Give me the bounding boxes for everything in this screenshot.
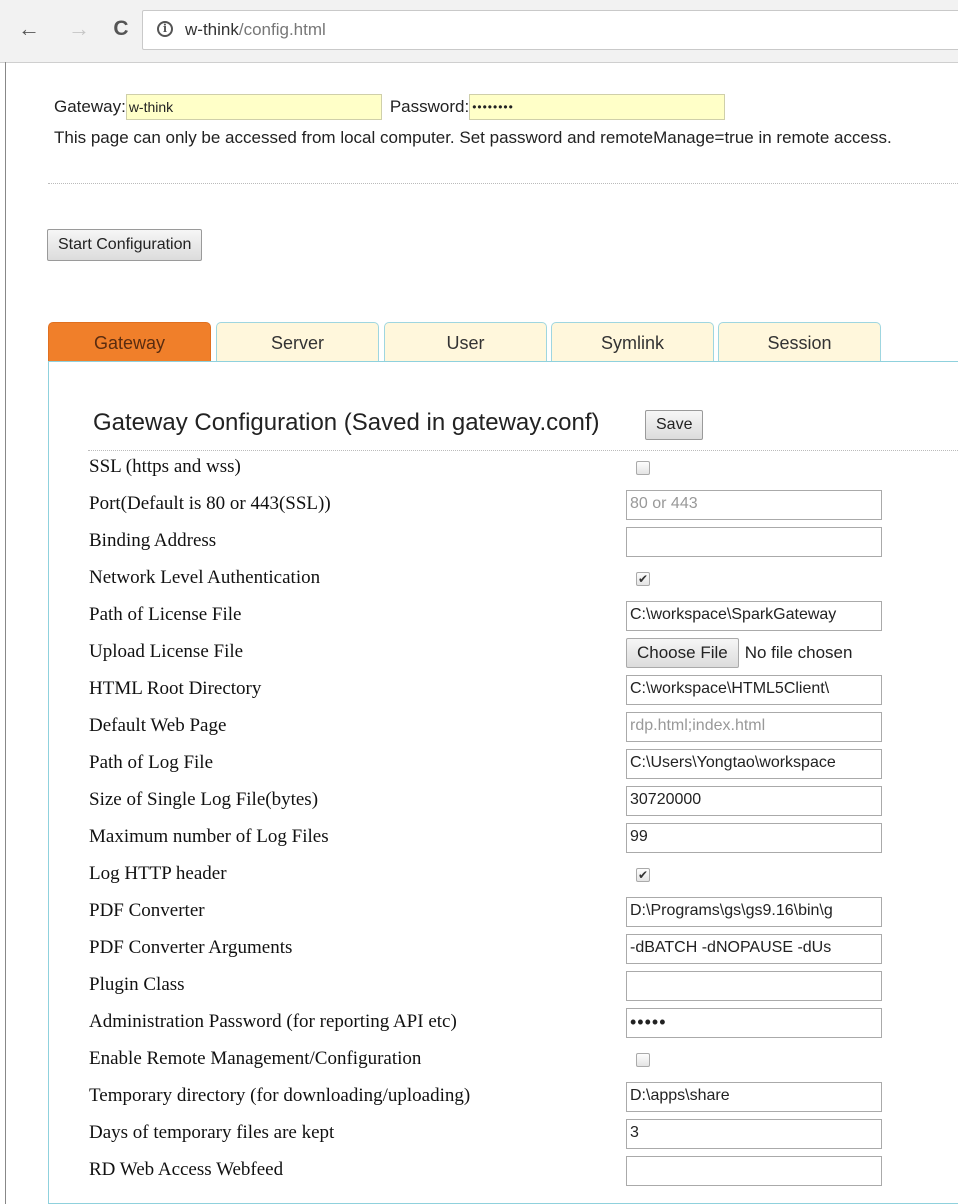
log-http-checkbox[interactable]: ✔ — [637, 868, 649, 882]
tab-session[interactable]: Session — [718, 322, 881, 362]
access-notice: This page can only be accessed from local computer. Set password and remoteManage=true in remote access. — [54, 128, 892, 147]
forward-icon[interactable]: → — [68, 16, 90, 41]
remote-manage-checkbox[interactable] — [636, 1053, 650, 1067]
license-path-label: Path of License File — [89, 604, 242, 625]
port-input[interactable]: 80 or 443 — [626, 490, 882, 520]
plugin-class-label: Plugin Class — [89, 974, 185, 995]
license-path-input[interactable]: C:\workspace\SparkGateway — [626, 601, 882, 631]
save-button[interactable]: Save — [645, 410, 703, 440]
gateway-panel — [48, 361, 958, 1204]
admin-password-label: Administration Password (for reporting API etc) — [89, 1011, 457, 1032]
upload-license-label: Upload License File — [89, 641, 244, 662]
row-remote-manage — [89, 1045, 958, 1075]
row-temp-days — [89, 1119, 958, 1149]
html-root-label: HTML Root Directory — [89, 678, 262, 699]
row-port — [89, 490, 958, 520]
row-temp-dir — [89, 1082, 958, 1112]
tab-server[interactable]: Server — [216, 322, 379, 362]
rd-webfeed-input[interactable] — [626, 1156, 882, 1186]
log-size-input[interactable]: 30720000 — [626, 786, 882, 816]
log-size-label: Size of Single Log File(bytes) — [89, 789, 319, 810]
rd-webfeed-label: RD Web Access Webfeed — [89, 1159, 284, 1180]
url-path: /config.html — [238, 20, 326, 39]
row-license-path — [89, 601, 958, 631]
log-path-label: Path of Log File — [89, 752, 214, 773]
row-plugin-class — [89, 971, 958, 1001]
info-icon[interactable]: i — [157, 21, 173, 37]
url-text[interactable] — [185, 20, 326, 40]
log-max-input[interactable]: 99 — [626, 823, 882, 853]
default-page-label: Default Web Page — [89, 715, 227, 736]
row-pdf-converter — [89, 897, 958, 927]
row-admin-password — [89, 1008, 958, 1038]
ssl-label: SSL (https and wss) — [89, 456, 241, 477]
pdf-converter-input[interactable]: D:\Programs\gs\gs9.16\bin\g — [626, 897, 882, 927]
temp-dir-input[interactable]: D:\apps\share — [626, 1082, 882, 1112]
port-label: Port(Default is 80 or 443(SSL)) — [89, 493, 331, 514]
html-root-input[interactable]: C:\workspace\HTML5Client\ — [626, 675, 882, 705]
choose-file-button[interactable]: Choose File — [626, 638, 739, 668]
start-configuration-button[interactable]: Start Configuration — [47, 229, 202, 261]
binding-address-input[interactable] — [626, 527, 882, 557]
admin-password-input[interactable]: ••••• — [626, 1008, 882, 1038]
row-log-max — [89, 823, 958, 853]
gateway-input[interactable] — [126, 94, 382, 120]
url-host: w-think — [185, 20, 239, 39]
file-status: No file chosen — [744, 643, 853, 662]
tab-gateway[interactable]: Gateway — [48, 322, 211, 362]
row-rd-webfeed — [89, 1156, 958, 1186]
row-pdf-args — [89, 934, 958, 964]
browser-toolbar — [0, 0, 958, 63]
row-default-page — [89, 712, 958, 742]
row-log-path — [89, 749, 958, 779]
pdf-args-label: PDF Converter Arguments — [89, 937, 293, 958]
row-nla — [89, 564, 958, 594]
address-bar[interactable] — [142, 10, 958, 50]
binding-address-label: Binding Address — [89, 530, 217, 551]
page-edge-divider — [5, 62, 6, 1204]
ssl-checkbox[interactable] — [636, 461, 650, 475]
temp-dir-label: Temporary directory (for downloading/uploading) — [89, 1085, 471, 1106]
pdf-converter-label: PDF Converter — [89, 900, 205, 921]
pdf-args-input[interactable]: -dBATCH -dNOPAUSE -dUs — [626, 934, 882, 964]
row-upload-license — [89, 638, 958, 668]
temp-days-label: Days of temporary files are kept — [89, 1122, 335, 1143]
nla-label: Network Level Authentication — [89, 567, 321, 588]
section-title: Gateway Configuration (Saved in gateway.conf) — [93, 409, 600, 436]
login-row — [54, 94, 725, 120]
nla-checkbox[interactable]: ✔ — [637, 572, 649, 586]
remote-manage-label: Enable Remote Management/Configuration — [89, 1048, 422, 1069]
back-icon[interactable]: ← — [18, 16, 40, 41]
row-ssl — [89, 453, 958, 483]
section-separator — [88, 450, 958, 451]
temp-days-input[interactable]: 3 — [626, 1119, 882, 1149]
password-label: Password: — [389, 97, 470, 116]
reload-icon[interactable]: C — [113, 17, 129, 40]
separator — [48, 183, 958, 184]
row-binding-address — [89, 527, 958, 557]
gateway-label: Gateway: — [54, 97, 126, 116]
log-path-input[interactable]: C:\Users\Yongtao\workspace — [626, 749, 882, 779]
tab-symlink[interactable]: Symlink — [551, 322, 714, 362]
password-input[interactable]: •••••••• — [469, 94, 725, 120]
row-html-root — [89, 675, 958, 705]
log-http-label: Log HTTP header — [89, 863, 227, 884]
tab-user[interactable]: User — [384, 322, 547, 362]
plugin-class-input[interactable] — [626, 971, 882, 1001]
default-page-input[interactable]: rdp.html;index.html — [626, 712, 882, 742]
row-log-http — [89, 860, 958, 890]
row-log-size — [89, 786, 958, 816]
log-max-label: Maximum number of Log Files — [89, 826, 329, 847]
